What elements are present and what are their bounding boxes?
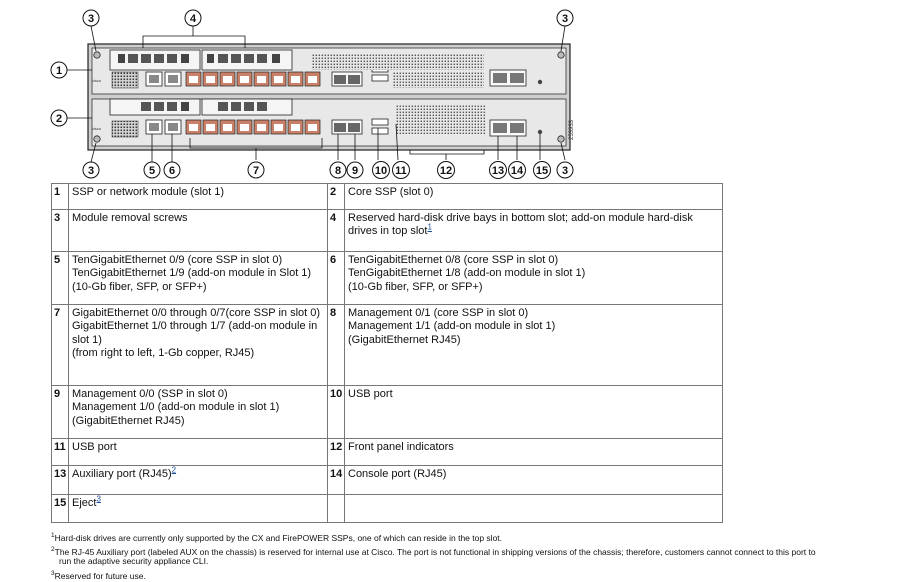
legend-description: Console port (RJ45) <box>345 466 723 495</box>
legend-callout-number: 10 <box>328 386 345 439</box>
legend-table <box>51 183 723 523</box>
footnote-text: run the adaptive security appliance CLI. <box>59 556 209 566</box>
front-panel-vent <box>392 72 484 88</box>
legend-description: USB port <box>69 439 328 466</box>
hdd-bay <box>110 50 200 70</box>
legend-row <box>52 466 723 495</box>
removal-screw-icon[interactable] <box>558 52 564 58</box>
eject-button-icon[interactable] <box>538 80 542 84</box>
callout-number: 10 <box>374 165 388 177</box>
legend-description: SSP or network module (slot 1) <box>69 184 328 210</box>
chassis-front-panel-figure <box>0 0 919 184</box>
callout-number: 3 <box>561 13 569 25</box>
callout-number: 3 <box>561 165 569 177</box>
legend-callout-number: 12 <box>328 439 345 466</box>
footnote-3 <box>51 568 911 582</box>
eject-button-icon[interactable] <box>538 130 542 134</box>
callout-number: 14 <box>510 165 524 177</box>
callout-number: 7 <box>252 165 260 177</box>
legend-callout-number: 4 <box>328 210 345 252</box>
footnote-mark: 2 <box>51 546 55 553</box>
footnote-mark: 3 <box>51 570 55 577</box>
callout-number: 9 <box>351 165 359 177</box>
removal-screw-icon[interactable] <box>94 52 100 58</box>
legend-description: TenGigabitEthernet 0/8 (core SSP in slot 0) TenGigabitEthernet 1/8 (add-on module in slot 1) (10-Gb fiber, SFP, or SFP+) <box>345 252 723 305</box>
callout-number: 12 <box>439 165 453 177</box>
removal-screw-icon[interactable] <box>94 136 100 142</box>
cisco-logo: cisco <box>92 78 102 83</box>
legend-row <box>52 386 723 439</box>
legend-callout-number: 11 <box>52 439 69 466</box>
legend-callout-number: 13 <box>52 466 69 495</box>
rj45-socket <box>189 124 198 131</box>
legend-callout-number: 15 <box>52 495 69 523</box>
footnote-1 <box>51 530 911 544</box>
hdd-bay <box>202 99 292 115</box>
legend-callout-number: 6 <box>328 252 345 305</box>
removal-screw-icon[interactable] <box>558 136 564 142</box>
callout-number: 4 <box>189 13 197 25</box>
management-ports-slot-1[interactable] <box>332 72 362 86</box>
callout-number: 3 <box>87 13 95 25</box>
rj45-socket <box>308 124 317 131</box>
legend-callout-number: 7 <box>52 305 69 386</box>
callout-number: 6 <box>168 165 176 177</box>
hdd-bay <box>110 99 200 115</box>
rj45-socket <box>206 124 215 131</box>
legend-callout-number: 9 <box>52 386 69 439</box>
legend-description: Management 0/0 (SSP in slot 0) Management 1/0 (add-on module in slot 1) (GigabitEthernet RJ45) <box>69 386 328 439</box>
management-ports-slot-0[interactable] <box>332 120 362 134</box>
callout-number: 2 <box>55 113 63 125</box>
hdd-bay <box>202 50 292 70</box>
cisco-logo: cisco <box>92 126 102 131</box>
legend-description: GigabitEthernet 0/0 through 0/7(core SSP in slot 0) GigabitEthernet 1/0 through 1/7 (add-on module in slot 1) (from right to left, 1-Gb copper, RJ45) <box>69 305 328 386</box>
legend-description: USB port <box>345 386 723 439</box>
rj45-socket <box>189 76 198 83</box>
footnote-text: The RJ-45 Auxiliary port (labeled AUX on the chassis) is reserved for internal use at Cisco. The port is not functional in shipping versions of the chassis; therefore, customers cannot connect to this port to <box>54 546 816 557</box>
chassis <box>88 44 575 150</box>
footnote-link[interactable]: 1 <box>427 222 432 232</box>
legend-callout-number: 14 <box>328 466 345 495</box>
legend-callout-number <box>328 495 345 523</box>
legend-row <box>52 184 723 210</box>
legend-description: Reserved hard-disk drive bays in bottom slot; add-on module hard-disk drives in top slot$^1$ <box>345 210 723 252</box>
aux-console-ports-slot-0[interactable] <box>490 120 526 136</box>
legend-description: TenGigabitEthernet 0/9 (core SSP in slot 0) TenGigabitEthernet 1/9 (add-on module in Slot 1) (10-Gb fiber, SFP, or SFP+) <box>69 252 328 305</box>
footnote-link[interactable]: 3 <box>96 494 101 504</box>
legend-row <box>52 439 723 466</box>
rj45-socket <box>206 76 215 83</box>
rj45-socket <box>223 76 232 83</box>
footnote-text: Hard-disk drives are currently only supported by the CX and FirePOWER SSPs, one of which can reside in the top slot. <box>54 532 503 543</box>
rj45-socket <box>257 76 266 83</box>
rj45-socket <box>223 124 232 131</box>
legend-description: Auxiliary port (RJ45)$^2$ <box>69 466 328 495</box>
callout-number: 8 <box>334 165 342 177</box>
legend-callout-number: 5 <box>52 252 69 305</box>
legend-description: Eject$^3$ <box>69 495 328 523</box>
callout-number: 13 <box>491 165 505 177</box>
legend-description: Module removal screws <box>69 210 328 252</box>
legend-callout-number: 1 <box>52 184 69 210</box>
front-panel-indicators <box>396 104 486 134</box>
footnote-text: Reserved for future use. <box>54 570 146 581</box>
legend-row <box>52 252 723 305</box>
callout-number: 5 <box>148 165 156 177</box>
legend-callout-number: 8 <box>328 305 345 386</box>
figure-id: 253933 <box>569 119 575 140</box>
legend-description: Front panel indicators <box>345 439 723 466</box>
callout-number: 3 <box>87 165 95 177</box>
rj45-socket <box>257 124 266 131</box>
rj45-socket <box>291 76 300 83</box>
rj45-socket <box>240 76 249 83</box>
legend-description: Management 0/1 (core SSP in slot 0) Management 1/1 (add-on module in slot 1) (GigabitEthernet RJ45) <box>345 305 723 386</box>
legend-callout-number: 3 <box>52 210 69 252</box>
callout-number: 15 <box>535 165 549 177</box>
rj45-socket <box>291 124 300 131</box>
front-panel-vent <box>312 54 484 70</box>
legend-row <box>52 305 723 386</box>
rj45-socket <box>274 76 283 83</box>
callout-number: 11 <box>395 165 407 177</box>
rj45-socket <box>274 124 283 131</box>
footnote-link[interactable]: 2 <box>171 465 177 475</box>
callout-number: 1 <box>55 65 63 77</box>
footnote-mark: 1 <box>51 532 55 539</box>
legend-row <box>52 210 723 252</box>
aux-console-ports-slot-1[interactable] <box>490 70 526 86</box>
rj45-socket <box>240 124 249 131</box>
legend-row <box>52 495 723 523</box>
footnote-2-continued <box>51 556 919 568</box>
legend-callout-number: 2 <box>328 184 345 210</box>
legend-description <box>345 495 723 523</box>
legend-description: Core SSP (slot 0) <box>345 184 723 210</box>
rj45-socket <box>308 76 317 83</box>
